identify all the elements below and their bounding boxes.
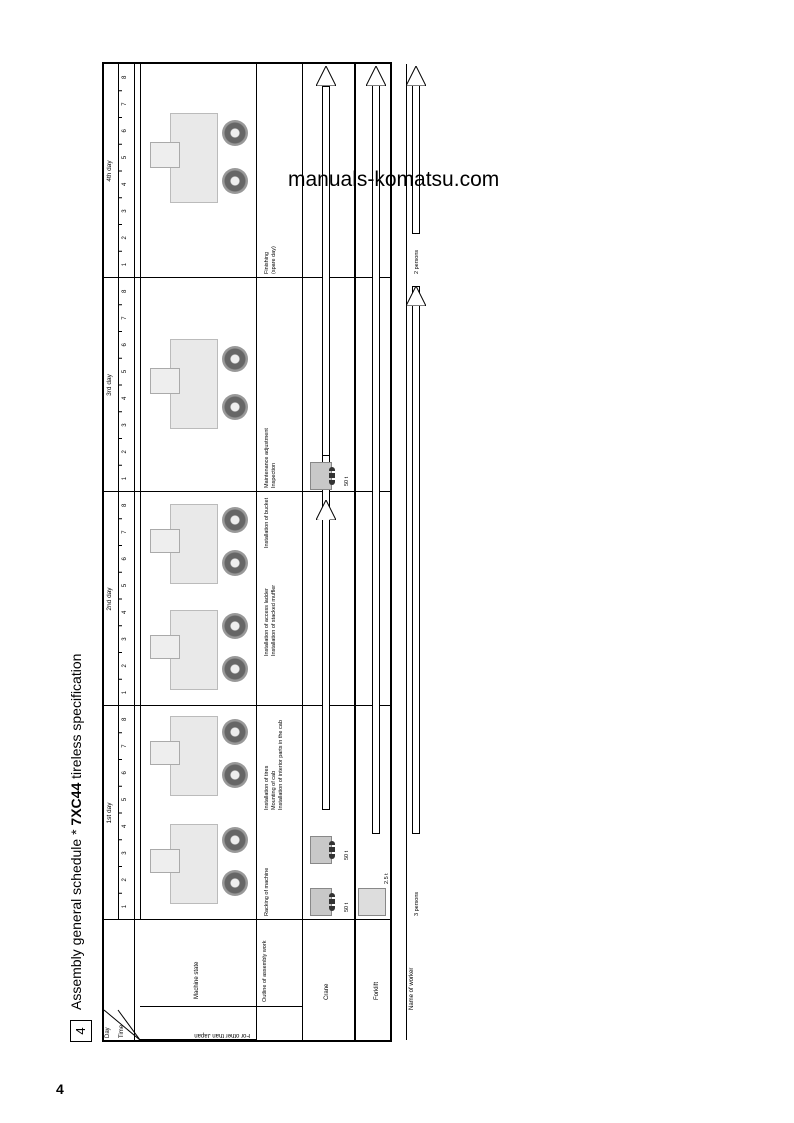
title-model: 7XC44 — [68, 782, 84, 826]
day-time-corner — [104, 920, 140, 1040]
hour-tick: 2 — [122, 878, 128, 882]
worker-count-label: 3 persons — [414, 891, 420, 916]
workers-label: Name of worker — [409, 967, 415, 1010]
hour-tick: 3 — [122, 423, 128, 427]
crane-label: Crane — [324, 983, 330, 1000]
hour-tick: 3 — [122, 209, 128, 213]
hour-tick: 1 — [122, 690, 128, 695]
hour-tick: 1 — [122, 904, 128, 909]
hour-tick: 8 — [122, 717, 128, 722]
hour-tick: 5 — [122, 369, 128, 374]
hour-tick: 4 — [122, 824, 128, 829]
work-item-2: Installation of tires Mounting of cab Installation of interior parts in the cab — [264, 720, 284, 810]
hour-tick: 7 — [122, 102, 128, 106]
divider — [256, 64, 257, 1040]
hour-tick: 6 — [122, 129, 128, 133]
hour-tick: 6 — [122, 771, 128, 775]
day-divider — [104, 491, 390, 492]
crane-icon — [310, 462, 332, 490]
divider — [134, 64, 135, 1040]
hour-tick: 6 — [122, 557, 128, 561]
hour-tick: 8 — [122, 289, 128, 294]
day-divider — [104, 277, 390, 278]
hour-tick: 5 — [122, 797, 128, 802]
hour-tick: 8 — [122, 503, 128, 508]
arrow-head-icon — [406, 66, 426, 86]
divider — [354, 64, 356, 1040]
hour-tick: 7 — [122, 530, 128, 534]
work-item-4: Installation of bucket — [264, 497, 270, 548]
arrow-head-icon — [316, 66, 336, 86]
crane-capacity-label: 50 t — [344, 476, 350, 486]
crane-icon — [310, 888, 332, 916]
hour-tick: 2 — [122, 236, 128, 240]
hour-tick: 4 — [122, 610, 128, 615]
page-title — [68, 654, 84, 1010]
work-item-6: Finishing (spare day) — [264, 246, 277, 274]
forklift-label: Forklift — [374, 982, 380, 1000]
hour-tick: 7 — [122, 744, 128, 748]
work-item-5: Maintenance adjustment Inspection — [264, 428, 277, 488]
hour-tick: 2 — [122, 450, 128, 454]
page-number: 4 — [56, 1081, 64, 1097]
hour-tick: 3 — [122, 851, 128, 855]
section-number-box: 4 — [70, 1020, 92, 1042]
forklift-icon — [358, 888, 386, 916]
watermark-text: manuals-komatsu.com — [288, 168, 500, 191]
machine-illustration-3 — [148, 602, 248, 700]
forklift-capacity-label: 2.5 t — [384, 873, 390, 884]
divider — [140, 64, 141, 920]
divider — [406, 64, 407, 1040]
hour-tick: 1 — [122, 262, 128, 267]
title-suffix: tireless specification — [68, 653, 84, 783]
title-prefix: Assembly general schedule * — [68, 825, 84, 1010]
work-item-1: Racking of machine — [264, 867, 270, 916]
machine-illustration-5 — [148, 330, 248, 440]
crane-period-arrow — [322, 86, 330, 456]
day-1-label: 1st day — [106, 802, 113, 824]
arrow-head-icon — [316, 500, 336, 520]
hour-tick: 2 — [122, 664, 128, 668]
time-header-label: Time — [119, 1024, 125, 1038]
machine-state-label: Machine state — [194, 961, 200, 999]
crane-capacity-label: 50 t — [344, 902, 350, 912]
title-row — [62, 62, 102, 1042]
hour-tick: 4 — [122, 396, 128, 401]
day-divider — [104, 705, 390, 706]
arrow-head-icon — [406, 286, 426, 306]
hour-tick: 5 — [122, 583, 128, 588]
worker-count-label: 2 persons — [414, 249, 420, 274]
day-4-label: 4th day — [106, 160, 113, 182]
forklift-period-arrow — [372, 84, 380, 834]
machine-illustration-4 — [148, 496, 248, 594]
crane-capacity-label: 50 t — [344, 850, 350, 860]
hour-tick: 7 — [122, 316, 128, 320]
worker-period-arrow — [412, 286, 420, 834]
day-3-label: 3rd day — [106, 374, 113, 396]
hour-tick: 3 — [122, 637, 128, 641]
hour-tick: 4 — [122, 182, 128, 187]
machine-illustration-1 — [148, 816, 248, 914]
divider — [302, 64, 303, 1040]
work-item-3: Installation of access ladder Installation of stacked muffler — [264, 584, 277, 656]
crane-icon — [310, 836, 332, 864]
hour-tick: 5 — [122, 155, 128, 160]
hour-tick: 6 — [122, 343, 128, 347]
region-label: For other than Japan — [194, 1032, 250, 1038]
hour-tick: 8 — [122, 75, 128, 80]
hour-row — [118, 64, 134, 920]
day-2-label: 2nd day — [106, 587, 113, 611]
hour-tick: 1 — [122, 476, 128, 481]
outline-label: Outline of assembly work — [262, 940, 268, 1002]
worker-period-arrow — [412, 84, 420, 234]
machine-illustration-2 — [148, 708, 248, 806]
machine-illustration-6 — [148, 104, 248, 214]
day-header-label: Day — [105, 1027, 111, 1038]
arrow-head-icon — [366, 66, 386, 86]
